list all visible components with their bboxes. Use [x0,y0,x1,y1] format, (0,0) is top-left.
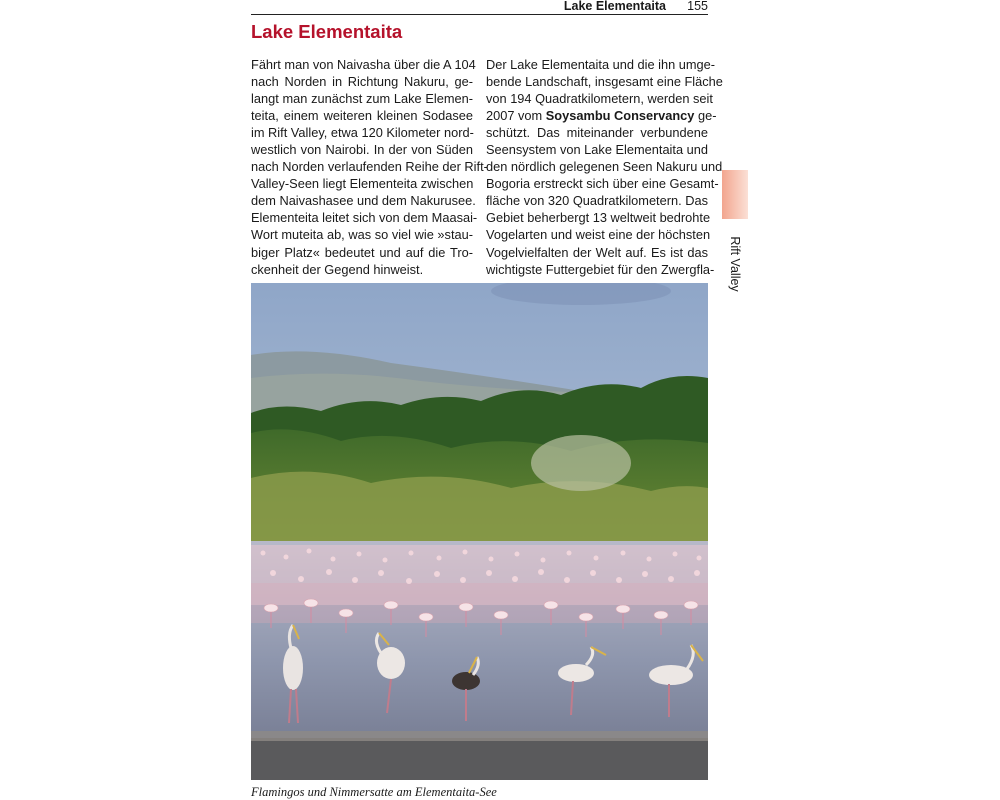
body-line: schützt. Das miteinander verbundene [486,125,708,141]
photo-caption: Flamingos und Nimmersatte am Elementaita-See [251,785,497,799]
body-line: fläche von 320 Quadratkilometern. Das [486,193,708,209]
body-line: Wort muteita ab, was so viel wie »stau- [251,227,473,243]
body-line-with-bold [486,107,717,124]
body-line: nach Norden verlaufenden Reihe der Rift- [251,159,488,175]
body-line: Bogoria erstreckt sich über eine Gesamt- [486,176,719,192]
section-title: Lake Elementaita [251,21,403,42]
chapter-tab-marker [722,170,748,219]
body-line: Vogelarten und weist eine der höchsten [486,227,711,243]
body-line: Seensystem von Lake Elementaita und [486,142,708,158]
page-number: 155 [687,0,708,13]
body-line: Elementeita leitet sich von dem Maasai- [251,210,478,226]
body-line: langt man zunächst zum Lake Elemen- [251,91,473,107]
body-text: ge- [694,108,717,124]
body-line: Der Lake Elementaita und die ihn umge- [486,57,716,72]
body-line: teita, einem weiteren kleinen Sodasee [251,108,473,124]
body-line: westlich von Nairobi. In der von Süden [251,142,473,158]
body-column-right [486,56,723,278]
body-line: biger Platz« bedeutet und auf die Tro- [251,244,473,260]
body-line: bende Landschaft, insgesamt eine Fläche [486,74,723,90]
running-head-title: Lake Elementaita [563,0,666,13]
body-line: Vogelvielfalten der Welt auf. Es ist das [486,244,708,260]
body-text: 2007 vom [486,108,546,124]
body-line: wichtigste Futtergebiet für den Zwergfla- [486,261,715,277]
body-line: den nördlich gelegenen Seen Nakuru und [486,159,723,175]
flamingo-photo [251,283,708,780]
soysambu-conservancy-term: Soysambu Conservancy [545,108,695,124]
body-column-left [251,56,488,278]
body-line: ckenheit der Gegend hinweist. [251,261,424,277]
body-line: Fährt man von Naivasha über die A 104 [251,57,476,72]
body-line: Gebiet beherbergt 13 weltweit bedrohte [486,210,711,226]
body-line: dem Naivashasee und dem Nakurusee. [251,193,476,209]
body-line: von 194 Quadratkilometern, werden seit [486,91,713,107]
body-line: Valley-Seen liegt Elementeita zwischen [251,176,474,192]
chapter-side-label: Rift Valley [728,236,742,292]
body-line: im Rift Valley, etwa 120 Kilometer nord- [251,125,474,141]
body-line: nach Norden in Richtung Nakuru, ge- [251,74,473,90]
running-head [251,0,708,15]
